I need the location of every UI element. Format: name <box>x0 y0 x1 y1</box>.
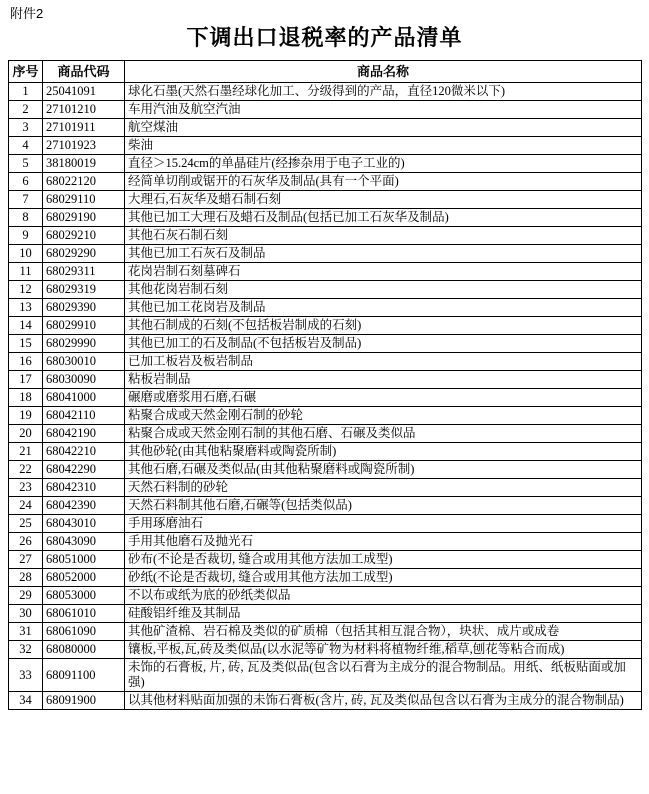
cell-seq: 15 <box>9 335 43 353</box>
cell-code: 68091100 <box>43 659 125 692</box>
table-row <box>9 623 642 641</box>
cell-code: 68029210 <box>43 227 125 245</box>
table-row <box>9 533 642 551</box>
cell-seq: 29 <box>9 587 43 605</box>
product-table <box>8 60 642 710</box>
cell-name: 已加工板岩及板岩制品 <box>125 353 642 371</box>
cell-code: 68022120 <box>43 173 125 191</box>
cell-seq: 6 <box>9 173 43 191</box>
table-header-row <box>9 61 642 83</box>
cell-name: 以其他材料贴面加强的未饰石膏板(含片, 砖, 瓦及类似品包含以石膏为主成分的混合物制品) <box>125 692 642 710</box>
cell-seq: 2 <box>9 101 43 119</box>
cell-seq: 7 <box>9 191 43 209</box>
cell-name: 其他矿渣棉、岩石棉及类似的矿质棉（包括其相互混合物），块状、成片或成卷 <box>125 623 642 641</box>
cell-code: 25041091 <box>43 83 125 101</box>
table-row <box>9 443 642 461</box>
cell-seq: 14 <box>9 317 43 335</box>
cell-seq: 27 <box>9 551 43 569</box>
table-row <box>9 551 642 569</box>
table-row <box>9 353 642 371</box>
cell-name: 其他已加工的石及制品(不包括板岩及制品) <box>125 335 642 353</box>
cell-name: 未饰的石膏板, 片, 砖, 瓦及类似品(包含以石膏为主成分的混合物制品。用纸、纸板贴面或加强) <box>125 659 642 692</box>
table-row <box>9 101 642 119</box>
cell-name: 镶板,平板,瓦,砖及类似品(以水泥等矿物为材料将植物纤维,稻草,刨花等粘合而成) <box>125 641 642 659</box>
cell-code: 68052000 <box>43 569 125 587</box>
table-row <box>9 479 642 497</box>
cell-code: 68043010 <box>43 515 125 533</box>
table-row <box>9 605 642 623</box>
column-header-code: 商品代码 <box>43 61 125 83</box>
cell-code: 68029190 <box>43 209 125 227</box>
cell-seq: 11 <box>9 263 43 281</box>
cell-code: 68042290 <box>43 461 125 479</box>
cell-seq: 19 <box>9 407 43 425</box>
cell-name: 砂布(不论是否裁切, 缝合或用其他方法加工成型) <box>125 551 642 569</box>
table-row <box>9 425 642 443</box>
table-row <box>9 299 642 317</box>
table-row <box>9 659 642 692</box>
cell-seq: 23 <box>9 479 43 497</box>
cell-name: 粘聚合成或天然金刚石制的砂轮 <box>125 407 642 425</box>
attachment-label: 附件2 <box>10 6 44 21</box>
cell-code: 68042210 <box>43 443 125 461</box>
table-row <box>9 515 642 533</box>
cell-seq: 24 <box>9 497 43 515</box>
cell-seq: 20 <box>9 425 43 443</box>
table-row <box>9 461 642 479</box>
table-row <box>9 569 642 587</box>
cell-code: 38180019 <box>43 155 125 173</box>
table-row <box>9 335 642 353</box>
table-row <box>9 209 642 227</box>
cell-code: 68029110 <box>43 191 125 209</box>
cell-name: 花岗岩制石刻墓碑石 <box>125 263 642 281</box>
table-row <box>9 587 642 605</box>
cell-seq: 31 <box>9 623 43 641</box>
table-row <box>9 281 642 299</box>
cell-code: 68061090 <box>43 623 125 641</box>
cell-seq: 1 <box>9 83 43 101</box>
cell-name: 大理石,石灰华及蜡石制石刻 <box>125 191 642 209</box>
cell-name: 粘聚合成或天然金刚石制的其他石磨、石碾及类似品 <box>125 425 642 443</box>
table-row <box>9 497 642 515</box>
cell-name: 经简单切削或锯开的石灰华及制品(具有一个平面) <box>125 173 642 191</box>
cell-seq: 17 <box>9 371 43 389</box>
cell-code: 27101923 <box>43 137 125 155</box>
cell-code: 68091900 <box>43 692 125 710</box>
cell-seq: 34 <box>9 692 43 710</box>
cell-code: 68030090 <box>43 371 125 389</box>
cell-name: 其他已加工花岗岩及制品 <box>125 299 642 317</box>
cell-name: 车用汽油及航空汽油 <box>125 101 642 119</box>
cell-code: 68041000 <box>43 389 125 407</box>
cell-name: 碾磨或磨浆用石磨,石碾 <box>125 389 642 407</box>
cell-code: 68042190 <box>43 425 125 443</box>
table-row <box>9 173 642 191</box>
table-body <box>9 83 642 710</box>
cell-seq: 30 <box>9 605 43 623</box>
table-row <box>9 407 642 425</box>
table-row <box>9 119 642 137</box>
cell-seq: 26 <box>9 533 43 551</box>
cell-name: 其他砂轮(由其他粘聚磨料或陶瓷所制) <box>125 443 642 461</box>
cell-name: 硅酸铝纤维及其制品 <box>125 605 642 623</box>
cell-code: 27101210 <box>43 101 125 119</box>
table-row <box>9 317 642 335</box>
table-header <box>9 61 642 83</box>
cell-code: 68051000 <box>43 551 125 569</box>
table-row <box>9 389 642 407</box>
table-row <box>9 155 642 173</box>
cell-seq: 25 <box>9 515 43 533</box>
table-row <box>9 191 642 209</box>
cell-seq: 16 <box>9 353 43 371</box>
cell-code: 68029910 <box>43 317 125 335</box>
table-row <box>9 641 642 659</box>
table-row <box>9 371 642 389</box>
cell-name: 其他石灰石制石刻 <box>125 227 642 245</box>
cell-name: 其他已加工石灰石及制品 <box>125 245 642 263</box>
cell-seq: 13 <box>9 299 43 317</box>
column-header-seq: 序号 <box>9 61 43 83</box>
table-row <box>9 83 642 101</box>
page-title: 下调出口退税率的产品清单 <box>186 25 463 50</box>
cell-seq: 32 <box>9 641 43 659</box>
cell-code: 68030010 <box>43 353 125 371</box>
cell-name: 其他已加工大理石及蜡石及制品(包括已加工石灰华及制品) <box>125 209 642 227</box>
cell-seq: 33 <box>9 659 43 692</box>
cell-name: 天然石料制其他石磨,石碾等(包括类似品) <box>125 497 642 515</box>
cell-code: 68042110 <box>43 407 125 425</box>
cell-code: 68029390 <box>43 299 125 317</box>
cell-code: 68029990 <box>43 335 125 353</box>
cell-code: 68029319 <box>43 281 125 299</box>
cell-name: 手用其他磨石及抛光石 <box>125 533 642 551</box>
cell-seq: 22 <box>9 461 43 479</box>
cell-name: 粘板岩制品 <box>125 371 642 389</box>
cell-code: 68029311 <box>43 263 125 281</box>
cell-name: 其他石磨,石碾及类似品(由其他粘聚磨料或陶瓷所制) <box>125 461 642 479</box>
cell-seq: 28 <box>9 569 43 587</box>
table-row <box>9 137 642 155</box>
cell-name: 直径＞15.24cm的单晶硅片(经掺杂用于电子工业的) <box>125 155 642 173</box>
cell-code: 68029290 <box>43 245 125 263</box>
cell-seq: 5 <box>9 155 43 173</box>
cell-name: 天然石料制的砂轮 <box>125 479 642 497</box>
cell-name: 柴油 <box>125 137 642 155</box>
cell-name: 手用琢磨油石 <box>125 515 642 533</box>
cell-seq: 8 <box>9 209 43 227</box>
cell-name: 不以布或纸为底的砂纸类似品 <box>125 587 642 605</box>
cell-code: 68053000 <box>43 587 125 605</box>
column-header-name: 商品名称 <box>125 61 642 83</box>
cell-name: 其他花岗岩制石刻 <box>125 281 642 299</box>
table-row <box>9 245 642 263</box>
table-row <box>9 263 642 281</box>
cell-seq: 12 <box>9 281 43 299</box>
cell-seq: 4 <box>9 137 43 155</box>
cell-seq: 9 <box>9 227 43 245</box>
cell-code: 68080000 <box>43 641 125 659</box>
cell-code: 68043090 <box>43 533 125 551</box>
cell-name: 航空煤油 <box>125 119 642 137</box>
cell-code: 27101911 <box>43 119 125 137</box>
cell-code: 68061010 <box>43 605 125 623</box>
table-row <box>9 227 642 245</box>
cell-name: 砂纸(不论是否裁切, 缝合或用其他方法加工成型) <box>125 569 642 587</box>
table-row <box>9 692 642 710</box>
cell-name: 其他石制成的石刻(不包括板岩制成的石刻) <box>125 317 642 335</box>
cell-code: 68042390 <box>43 497 125 515</box>
cell-seq: 3 <box>9 119 43 137</box>
cell-code: 68042310 <box>43 479 125 497</box>
cell-name: 球化石墨(天然石墨经球化加工、分级得到的产品，直径120微米以下) <box>125 83 642 101</box>
cell-seq: 10 <box>9 245 43 263</box>
cell-seq: 21 <box>9 443 43 461</box>
cell-seq: 18 <box>9 389 43 407</box>
